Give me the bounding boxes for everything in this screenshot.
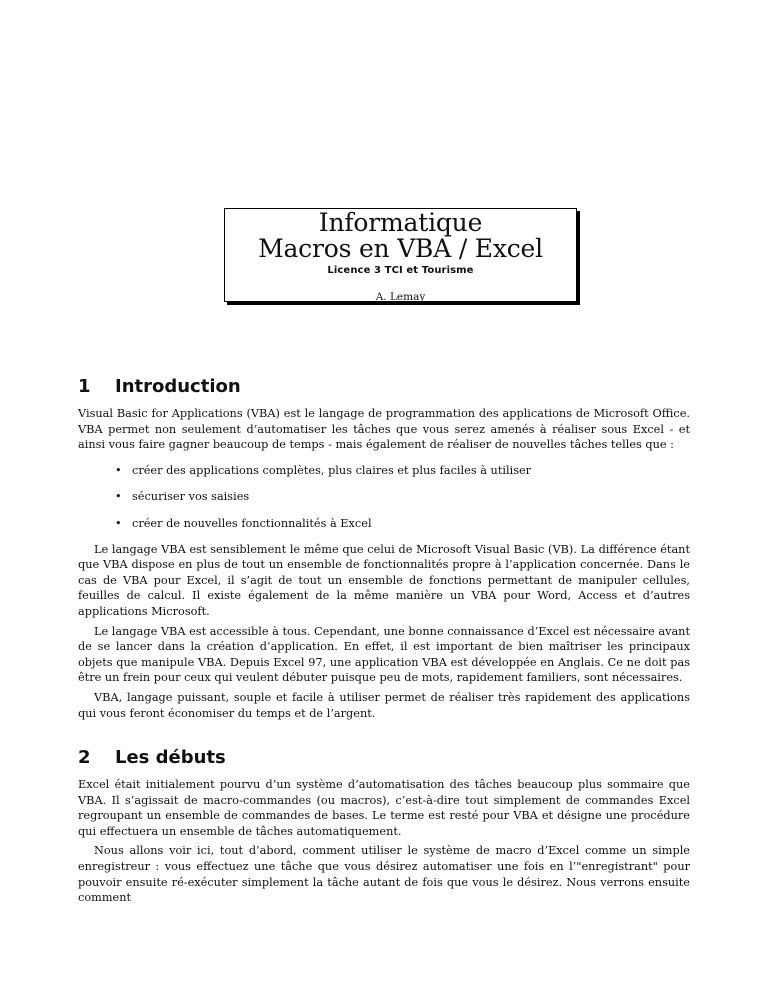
section-title: Introduction: [115, 376, 241, 397]
section-title: Les débuts: [115, 747, 226, 769]
paragraph: VBA, langage puissant, souple et facile à utiliser permet de réaliser très rapidement des applications qui vous feront économiser du temps et de l’argent.: [78, 690, 690, 720]
list-item: • créer de nouvelles fonctionnalités à Excel: [115, 516, 372, 530]
paragraph: Visual Basic for Applications (VBA) est le langage de programmation des applications de Microsoft Office. VBA permet non seulement d’automatiser les tâches que vous serez amenés à réaliser sous Excel - et ainsi vous faire gagner beaucoup de temps - mais également de réaliser de nouvelles tâches telles que :: [78, 407, 690, 452]
document-title-line-1: Informatique: [318, 208, 483, 237]
list-item: • créer des applications complètes, plus claires et plus faciles à utiliser: [115, 463, 532, 477]
document-title-line-2: Macros en VBA / Excel: [258, 234, 543, 263]
bullet-list: [78, 463, 690, 532]
section-introduction: [78, 376, 690, 721]
bullet-icon: •: [115, 463, 122, 477]
bullet-icon: •: [115, 516, 122, 530]
document-author: A. Lemay: [375, 291, 426, 303]
list-item: • sécuriser vos saisies: [115, 490, 250, 504]
section-heading: [78, 376, 690, 397]
document-body: [78, 376, 690, 906]
title-box: [224, 208, 577, 302]
paragraph: Le langage VBA est accessible à tous. Cependant, une bonne connaissance d’Excel est nécessaire avant de se lancer dans la création d’application. En effet, il est important de bien maîtriser les principaux objets que manipule VBA. Depuis Excel 97, une application VBA est développée en Anglais. Ce ne doit pas être un frein pour ceux qui veulent débuter puisque peu de mots, rapidement familiers, sont nécessaires.: [78, 624, 690, 685]
paragraph: Le langage VBA est sensiblement le même que celui de Microsoft Visual Basic (VB). La différence étant que VBA dispose en plus de tout un ensemble de fonctionnalités propre à l’application concernée. Dans le cas de VBA pour Excel, il s’agit de tout un ensemble de fonctions permettant de manipuler cellules, feuilles de calcul. Il existe également de la même manière un VBA pour Word, Access et d’autres applications Microsoft.: [78, 542, 690, 618]
paragraph: Nous allons voir ici, tout d’abord, comment utiliser le système de macro d’Excel comme un simple enregistreur : vous effectuez une tâche que vous désirez automatiser une fois en l’"enregistrant" pour pouvoir ensuite ré-exécuter simplement la tâche autant de fois que vous le désirez. Nous verrons ensuite comment: [78, 844, 690, 905]
section-les-debuts: [78, 747, 690, 906]
section-number: 1: [78, 376, 91, 397]
paragraph: Excel était initialement pourvu d’un système d’automatisation des tâches beaucoup plus sommaire que VBA. Il s’agissait de macro-commandes (ou macros), c’est-à-dire tout simplement de commandes Excel regroupant un ensemble de commandes de bases. Le terme est resté pour VBA et désigne une procédure qui effectuera un ensemble de tâches automatiquement.: [78, 778, 690, 838]
section-heading: [78, 747, 690, 768]
section-number: 2: [78, 747, 91, 769]
bullet-icon: •: [115, 490, 122, 504]
document-subtitle: Licence 3 TCI et Tourisme: [327, 265, 474, 276]
